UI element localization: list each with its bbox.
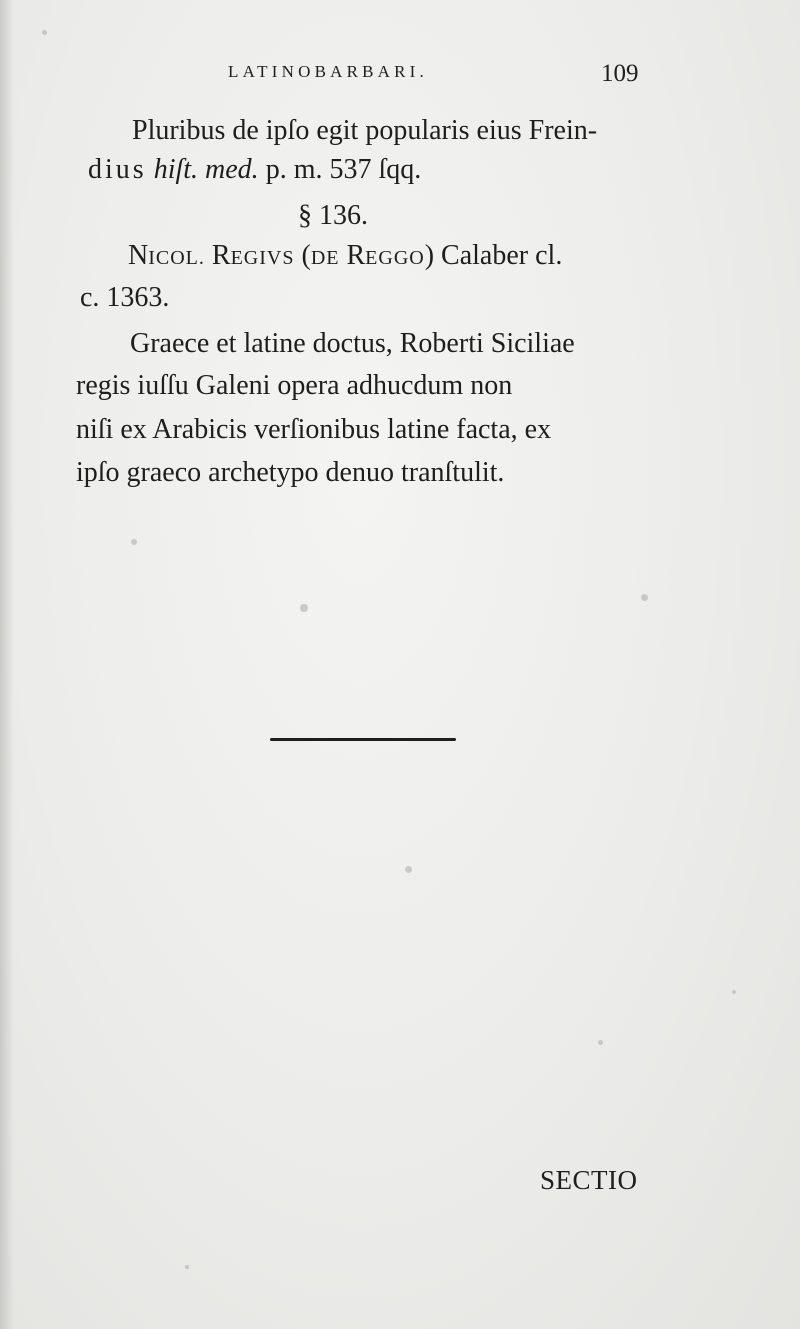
heading-smallcaps: ICOL.: [148, 247, 205, 269]
catchword: SECTIO: [540, 1165, 638, 1195]
paper-speck: [732, 990, 736, 994]
citation-rest: p. m. 537 ſqq.: [265, 154, 422, 185]
paragraph-2-line-4: ipſo graeco archetypo denuo tranſtulit.: [76, 457, 505, 488]
paragraph-1-line-2: [88, 154, 421, 186]
running-title: LATINOBARBARI.: [228, 62, 428, 81]
paper-speck: [131, 539, 137, 545]
paragraph-2-line-1: Graece et latine doctus, Roberti Siciliae: [130, 328, 575, 359]
author-name: dius: [88, 154, 147, 185]
heading-initial: R: [346, 240, 366, 271]
heading-initial: R: [211, 240, 231, 271]
paragraph-2-line-2: regis iuſſu Galeni opera adhucdum non: [76, 370, 513, 401]
heading-smallcaps: EGIVS: [230, 247, 295, 269]
work-title: hiſt. med.: [153, 154, 259, 185]
page-edge-shadow: [0, 0, 14, 1329]
paper-speck: [42, 30, 47, 35]
paper-speck: [598, 1040, 603, 1045]
paragraph-1-line-1: Pluribus de ipſo egit popularis eius Frein-: [132, 115, 598, 146]
entry-heading: [128, 240, 562, 272]
paper-speck: [300, 604, 308, 612]
heading-initial: N: [128, 240, 149, 271]
heading-paren: ): [424, 240, 435, 271]
heading-paren: (: [301, 240, 311, 271]
entry-date: c. 1363.: [80, 282, 170, 313]
paper-speck: [185, 1265, 189, 1269]
paragraph-2-line-3: niſi ex Arabicis verſionibus latine facta, ex: [76, 414, 552, 445]
heading-smallcaps: EGGO: [365, 247, 425, 269]
paper-speck: [405, 866, 412, 873]
heading-smallcaps: DE: [310, 247, 340, 269]
heading-tail: Calaber cl.: [441, 240, 563, 271]
paper-speck: [641, 594, 648, 601]
section-marker: § 136.: [298, 200, 368, 231]
section-divider-rule: [270, 738, 456, 741]
page-number: 109: [601, 60, 639, 87]
